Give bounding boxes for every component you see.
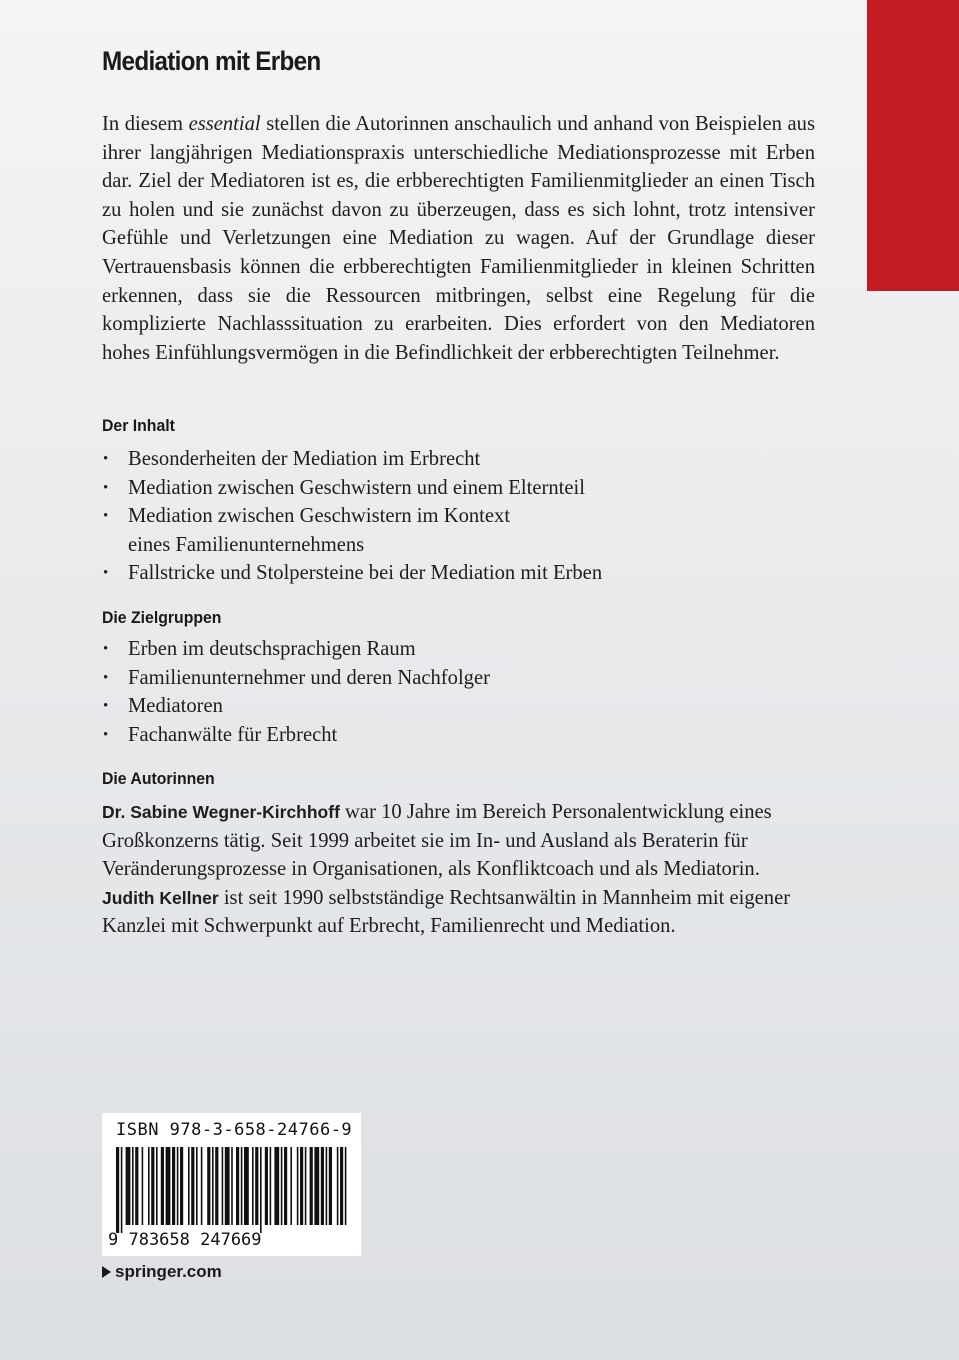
list-item: • Besonderheiten der Mediation im Erbrecht (102, 445, 818, 474)
barcode-bar (188, 1147, 190, 1225)
bullet-icon: • (103, 698, 109, 715)
barcode-bar (345, 1147, 347, 1225)
barcode-bar (326, 1147, 328, 1225)
barcode-bar (321, 1147, 324, 1225)
list-item: • Fallstricke und Stolpersteine bei der Mediation mit Erben (102, 559, 818, 588)
intro-text-start: In diesem (102, 113, 189, 135)
intro-paragraph (102, 110, 815, 367)
barcode-bar (236, 1147, 239, 1225)
barcode-bar (255, 1147, 258, 1225)
barcode-bar (151, 1147, 154, 1225)
intro-italic-word: essential (188, 113, 261, 135)
barcode-bar (340, 1147, 343, 1225)
bullet-icon: • (103, 726, 109, 743)
list-item: • Mediatoren (102, 692, 818, 721)
author-name: Dr. Sabine Wegner-Kirchhoff (102, 802, 340, 822)
barcode-bar (244, 1147, 249, 1225)
barcode-bar (241, 1147, 243, 1225)
barcode-bar (337, 1147, 339, 1225)
barcode-bar (132, 1147, 134, 1225)
bullet-icon: • (103, 669, 109, 686)
barcode-bar (260, 1147, 262, 1233)
author-bio: ist seit 1990 selbstständige Rechtsanwältin in Mannheim mit eigener Kanzlei mit Schwerpunkt auf Erbrecht, Familienrecht und Mediation. (102, 886, 791, 938)
barcode-bar (116, 1147, 119, 1233)
barcode-bar (270, 1147, 272, 1225)
list-item: • Familienunternehmer und deren Nachfolger (102, 664, 818, 693)
barcode-bar (148, 1147, 150, 1225)
barcode-bar (297, 1147, 299, 1225)
barcode-bar (191, 1147, 194, 1225)
barcode-bar (310, 1147, 313, 1225)
barcode-bar (201, 1147, 203, 1225)
barcode-bar (180, 1147, 183, 1225)
author-bio: war 10 Jahre im Bereich Personalentwicklung eines Großkonzerns tätig. Seit 1999 arbeitet sie im In- und Ausland als Beraterin für Veränderungsprozesse in Organisationen, als Konfliktcoach und als Mediatorin. (102, 801, 772, 881)
barcode-bar (314, 1147, 319, 1225)
barcode-bar (142, 1147, 144, 1225)
barcode (102, 1113, 361, 1256)
barcode-bar (196, 1147, 198, 1225)
barcode-bar (161, 1147, 164, 1225)
bullet-icon: • (103, 451, 109, 467)
barcode-bar (215, 1147, 218, 1225)
list-item: • Fachanwälte für Erbrecht (102, 721, 818, 750)
bullet-icon: • (103, 479, 109, 496)
barcode-bar (281, 1147, 283, 1225)
barcode-bar (121, 1147, 123, 1233)
author-name: Judith Kellner (102, 887, 219, 908)
zielgruppen-list (102, 635, 818, 749)
barcode-bar (265, 1147, 268, 1225)
heading-inhalt: Der Inhalt (102, 416, 175, 435)
play-arrow-icon (102, 1266, 111, 1278)
barcode-bar (252, 1147, 254, 1225)
bullet-icon: • (103, 508, 109, 525)
authors-paragraph (102, 798, 818, 941)
barcode-digits: 9 783658 247669 (108, 1230, 262, 1250)
barcode-bars-icon (116, 1147, 348, 1233)
springer-link-text[interactable]: springer.com (115, 1262, 222, 1281)
accent-bar (867, 0, 959, 291)
barcode-bar (222, 1147, 224, 1225)
bullet-icon: • (103, 641, 109, 657)
barcode-bar (172, 1147, 175, 1225)
heading-zielgruppen: Die Zielgruppen (102, 608, 222, 627)
barcode-bar (231, 1147, 233, 1225)
barcode-bar (212, 1147, 214, 1225)
barcode-bar (166, 1147, 171, 1225)
barcode-bar (300, 1147, 303, 1225)
list-item: • Mediation zwischen Geschwistern und einem Elternteil (102, 474, 818, 503)
barcode-bar (290, 1147, 292, 1225)
list-item: • Mediation zwischen Geschwistern im Kontext eines Familienunternehmens (102, 502, 818, 559)
springer-link[interactable] (102, 1262, 222, 1282)
barcode-bar (225, 1147, 230, 1225)
barcode-bar (177, 1147, 179, 1225)
barcode-bar (284, 1147, 287, 1225)
barcode-bar (135, 1147, 138, 1225)
inhalt-list (102, 445, 818, 588)
barcode-bar (207, 1147, 210, 1225)
barcode-bar (156, 1147, 158, 1225)
barcode-bar (305, 1147, 307, 1225)
barcode-bar (274, 1147, 279, 1225)
isbn-label: ISBN 978-3-658-24766-9 (116, 1120, 353, 1140)
bullet-icon: • (103, 565, 109, 582)
heading-autorinnen: Die Autorinnen (102, 769, 215, 788)
barcode-bar (329, 1147, 332, 1225)
barcode-bar (126, 1147, 131, 1225)
list-item: • Erben im deutschsprachigen Raum (102, 635, 818, 664)
book-title: Mediation mit Erben (102, 46, 321, 76)
intro-text-rest: stellen die Autorinnen anschaulich und anhand von Beispielen aus ihrer langjährigen Mediationspraxis unterschiedliche Mediationsprozesse mit Erben dar. Ziel der Mediatoren ist es, die erbberechtigten Familienmitglieder an einen Tisch zu holen und sie zunächst davon zu überzeugen, dass es sich lohnt, trotz intensiver Gefühle und Verletzungen eine Mediation zu wagen. Auf der Grundlage dieser Vertrauensbasis können die erbberechtigten Familienmitglieder in kleinen Schritten erkennen, dass sie die Ressourcen mitbringen, selbst eine Regelung für die komplizierte Nachlasssituation zu erarbeiten. Dies erfordert von den Mediatoren hohes Einfühlungsvermögen in die Befindlichkeit der erbberechtigten Teilnehmer. (102, 113, 815, 364)
